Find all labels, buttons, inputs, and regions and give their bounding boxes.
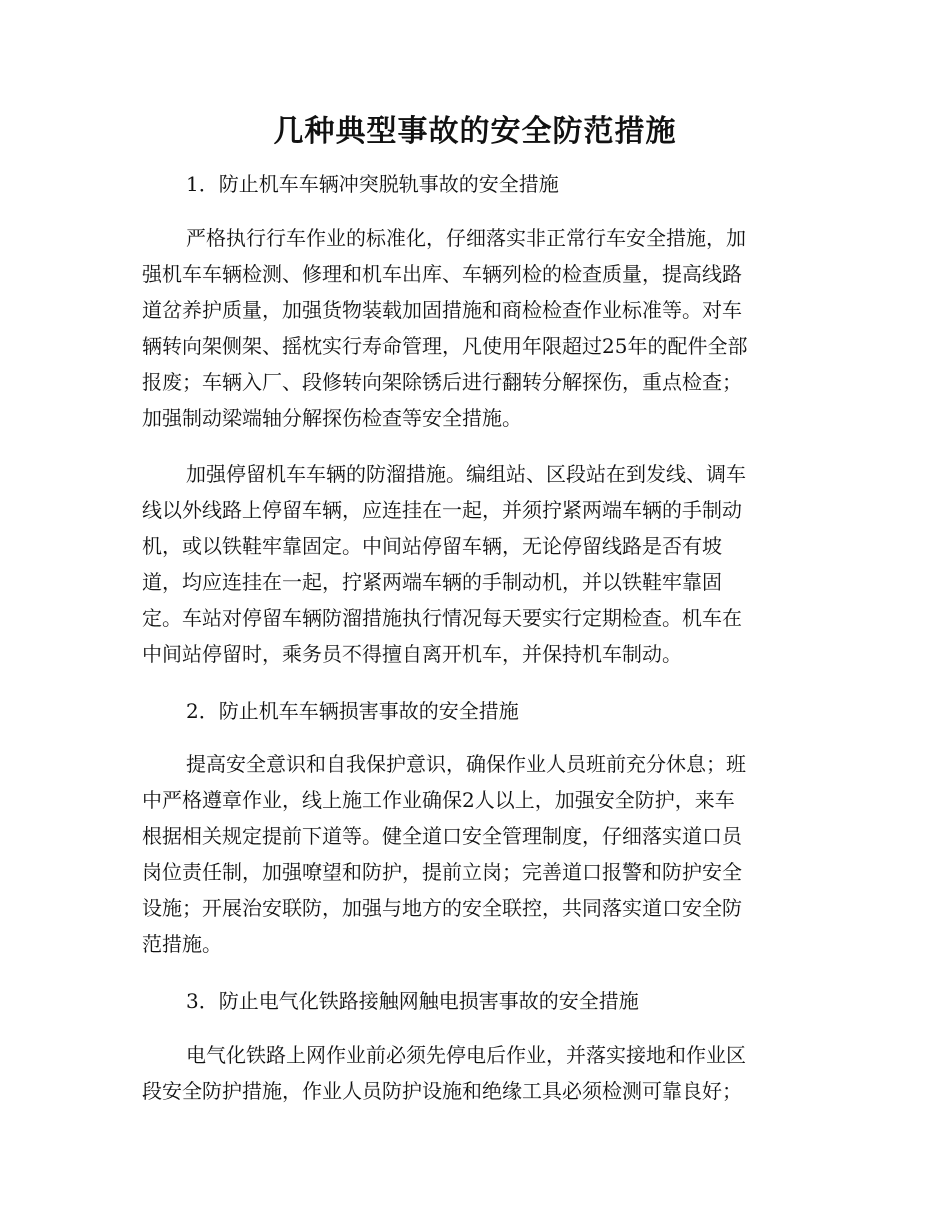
section-heading-2: 2．防止机车车辆损害事故的安全措施 [186,699,519,723]
document-title: 几种典型事故的安全防范措施 [273,114,677,149]
paragraph-line: 道岔养护质量，加强货物装载加固措施和商检检查作业标准等。对车 [142,298,742,322]
paragraph-line: 根据相关规定提前下道等。健全道口安全管理制度，仔细落实道口员 [142,824,742,848]
paragraph-line: 加强停留机车车辆的防溜措施。编组站、区段站在到发线、调车 [186,462,746,486]
paragraph-line: 中严格遵章作业，线上施工作业确保2人以上，加强安全防护，来车 [142,788,735,812]
paragraph-line: 报废；车辆入厂、段修转向架除锈后进行翻转分解探伤，重点检查； [142,370,742,394]
paragraph-line: 线以外线路上停留车辆，应连挂在一起，并须拧紧两端车辆的手制动 [142,498,742,522]
paragraph-line: 设施；开展治安联防，加强与地方的安全联控，共同落实道口安全防 [142,896,742,920]
paragraph-line: 定。车站对停留车辆防溜措施执行情况每天要实行定期检查。机车在 [142,606,742,630]
paragraph-line: 辆转向架侧架、摇枕实行寿命管理，凡使用年限超过25年的配件全部 [142,334,748,358]
section-heading-1: 1．防止机车车辆冲突脱轨事故的安全措施 [186,172,559,196]
paragraph-line: 岗位责任制，加强嘹望和防护，提前立岗；完善道口报警和防护安全 [142,860,742,884]
paragraph-line: 道，均应连挂在一起，拧紧两端车辆的手制动机，并以铁鞋牢靠固 [142,570,722,594]
paragraph-line: 提高安全意识和自我保护意识，确保作业人员班前充分休息；班 [186,752,746,776]
paragraph-line: 严格执行行车作业的标准化，仔细落实非正常行车安全措施，加 [186,226,746,250]
paragraph-line: 机，或以铁鞋牢靠固定。中间站停留车辆，无论停留线路是否有坡 [142,534,722,558]
paragraph-line: 中间站停留时，乘务员不得擅自离开机车，并保持机车制动。 [142,642,682,666]
paragraph-line: 加强制动梁端轴分解探伤检查等安全措施。 [142,406,522,430]
paragraph-line: 段安全防护措施，作业人员防护设施和绝缘工具必须检测可靠良好； [142,1079,742,1103]
paragraph-line: 强机车车辆检测、修理和机车出库、车辆列检的检查质量，提高线路 [142,262,742,286]
section-heading-3: 3．防止电气化铁路接触网触电损害事故的安全措施 [186,989,639,1013]
paragraph-line: 范措施。 [142,932,222,956]
paragraph-line: 电气化铁路上网作业前必须先停电后作业，并落实接地和作业区 [186,1043,746,1067]
